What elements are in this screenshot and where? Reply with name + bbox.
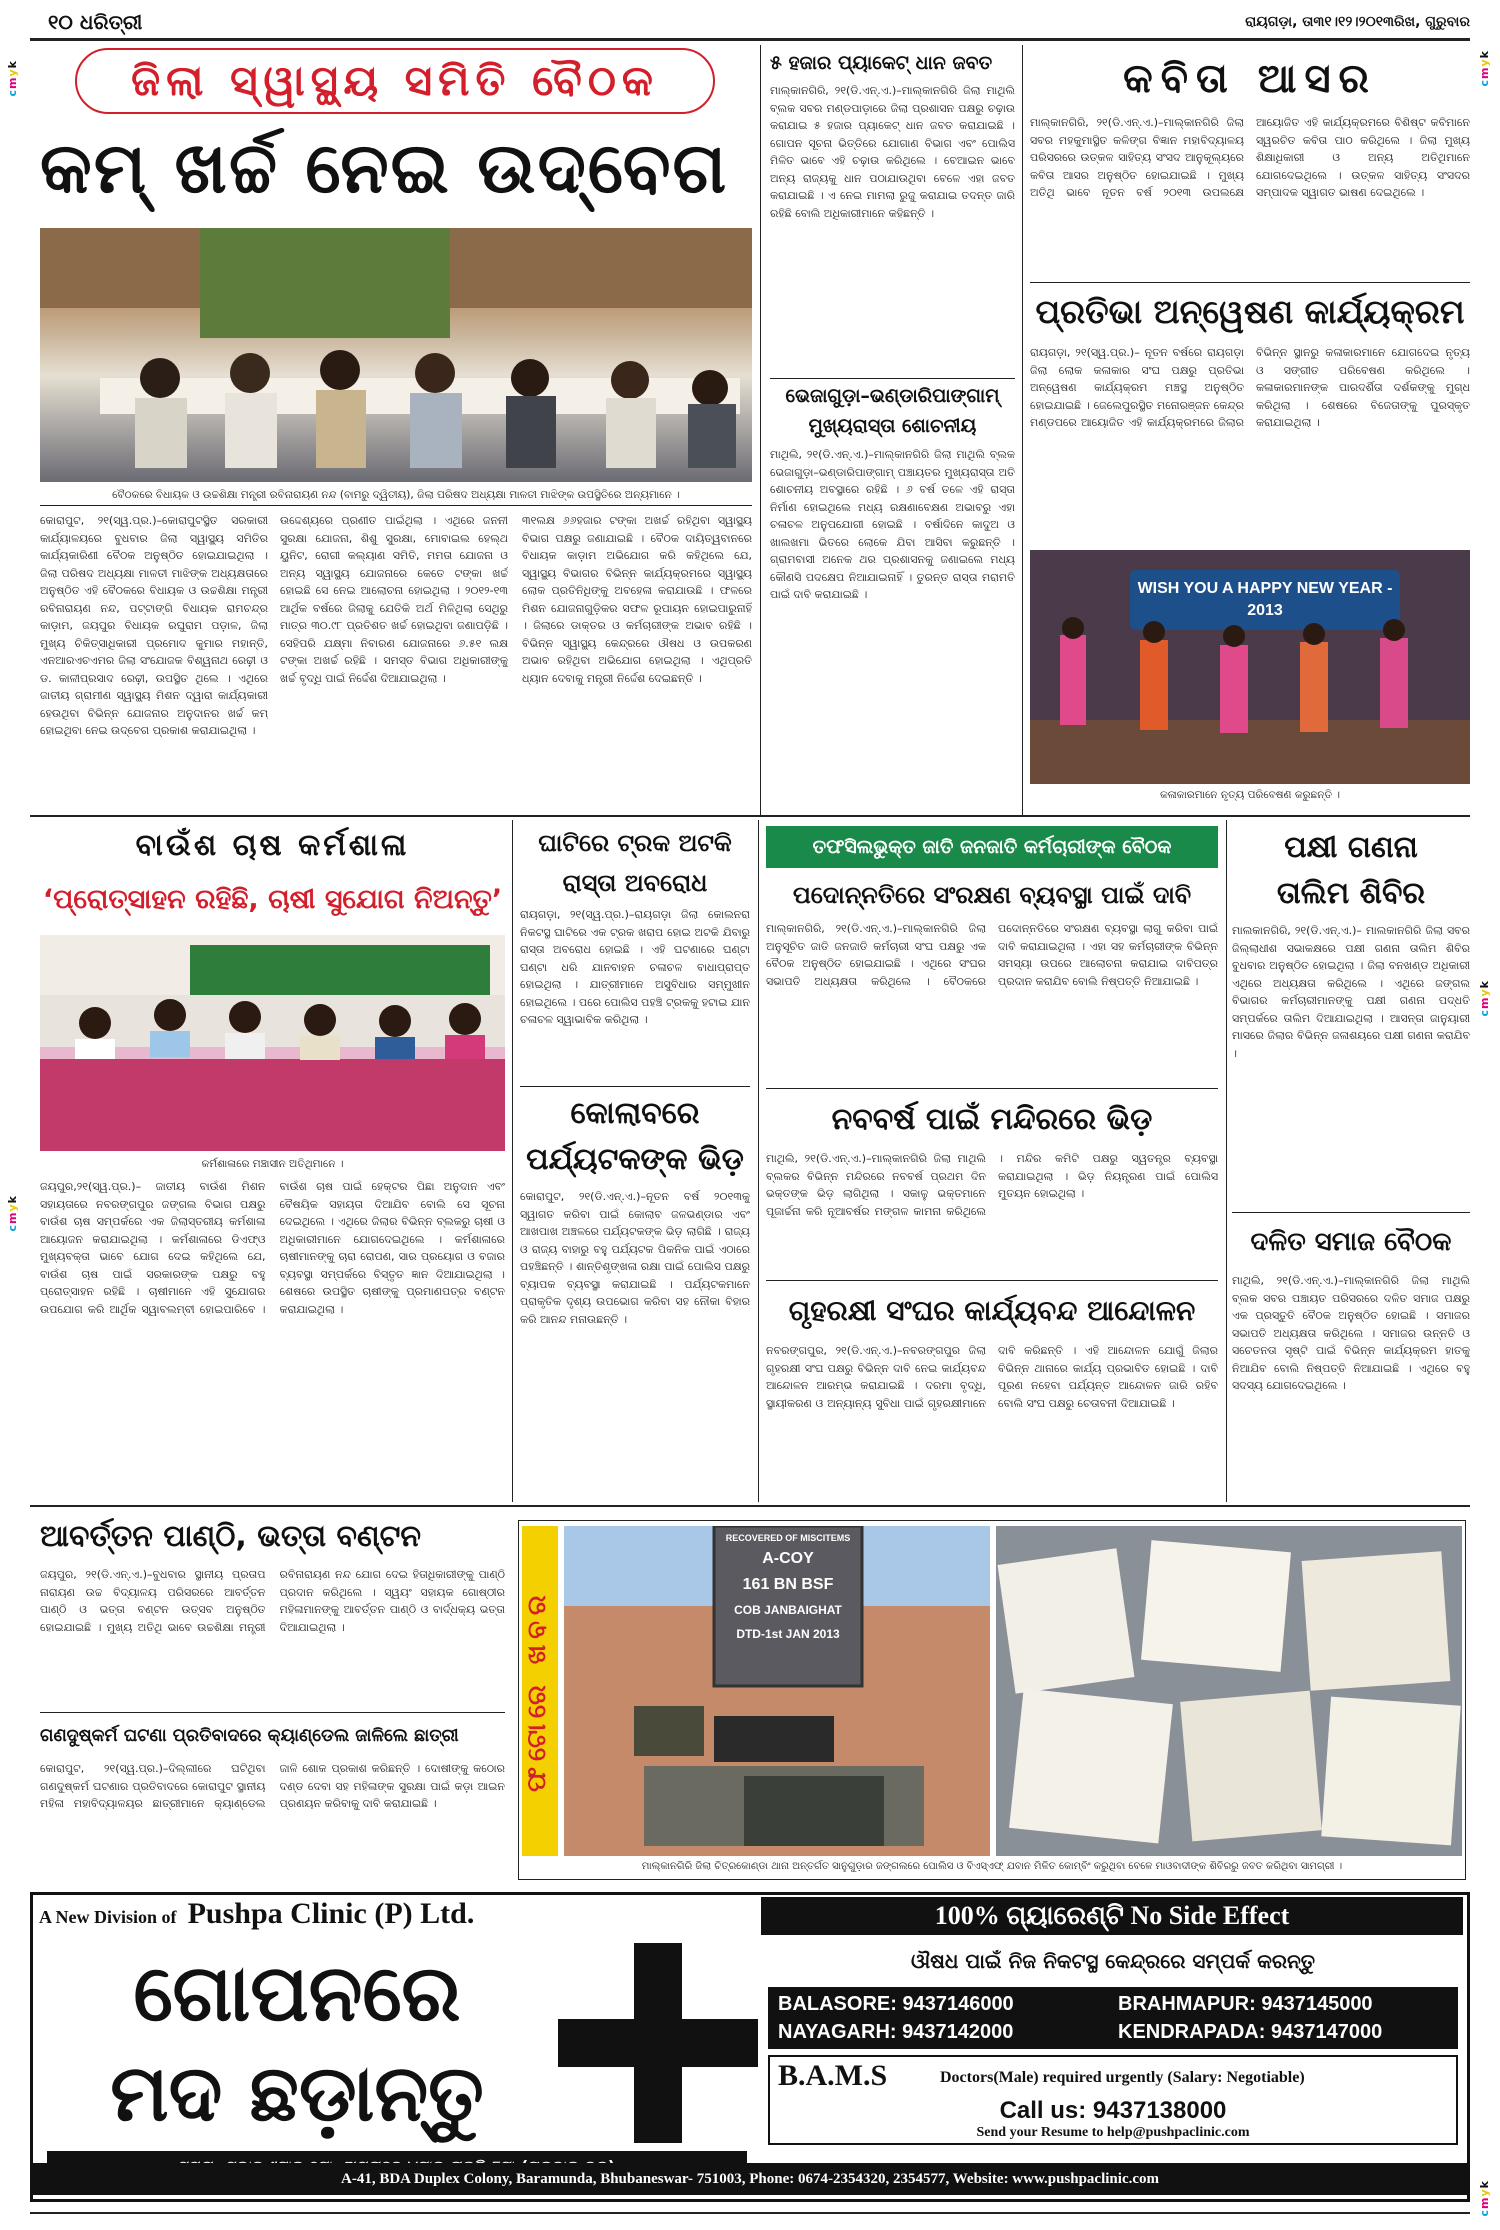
center-city: NAYAGARH: [778,2021,897,2043]
photo-news-right-illustration [996,1526,1462,1856]
center-phone[interactable]: 9437147000 [1270,2021,1383,2043]
lead-body-col1: କୋରାପୁଟ, ୨୧(ସ୍ୱ.ପ୍ର.)–କୋରାପୁଟସ୍ଥିତ ସରକାରୀ କାର୍ଯ୍ୟାଳୟରେ ବୁଧବାର ଜିଲା ସ୍ୱାସ୍ଥ୍ୟ ସମିତିର କାର୍ଯ୍ୟକାରିଣୀ ବୈଠକ ଅନୁଷ୍ଠିତ ହୋଇଯାଇଥିଲା । ଜିଲା ପରିଷଦ ଅଧ୍ୟକ୍ଷା ମାଳତୀ ମାଝିଙ୍କ ଅଧ୍ୟକ୍ଷତାରେ ଅନୁଷ୍ଠିତ ଏହି ବୈଠକରେ ବିଧାୟକ ଓ ଉଚ୍ଚଶିକ୍ଷା ମନ୍ତ୍ରୀ ରବିନାରାୟଣ ନନ୍ଦ, ପଟ୍ଟାଙ୍ଗି ବିଧାୟକ ରାମଚନ୍ଦ୍ର କାଡ଼ାମ, ଜୟପୁର ବିଧାୟକ ରଘୁରାମ ପଡ଼ାଳ, ଜିଲା ମୁଖ୍ୟ ଚିକିତ୍ସାଧିକାରୀ ପ୍ରମୋଦ କୁମାର ମହାନ୍ତି, ଏନଆରଏଚଏମର ଜିଲା ସଂଯୋଜକ ବିଶ୍ୱନାଥ ରେଢ଼ୀ ଓ ଡ. କାଳୀପ୍ରସାଦ ରେଢ଼ୀ, ଉପସ୍ଥିତ ଥିଲେ । ଏଥିରେ ଜାତୀୟ ଗ୍ରାମୀଣ ସ୍ୱାସ୍ଥ୍ୟ ମିଶନ ଦ୍ୱାରା କାର୍ଯ୍ୟକାରୀ ହେଉଥିବା ବିଭିନ୍ନ ଯୋଜନାର ଅନୁଦାନର ଖର୍ଚ୍ଚ କମ୍ ହୋଇଥିବା ନେଇ ଉଦ୍‌ବେଗ ପ୍ରକାଶ କରାଯାଇଥିଲା । [40,514,268,737]
poetry-body: ମାଲ୍କାନଗିରି, ୨୧(ଡି.ଏନ୍.ଏ.)–ମାଲ୍କାନଗିରି ଜିଲା ସବର ମହକୁମାସ୍ଥିତ କଳିଙ୍ଗ ବିଜ୍ଞାନ ମହାବିଦ୍ୟାଳୟ ପରିସରରେ ଉତ୍କଳ ସାହିତ୍ୟ ସଂସଦ ଆନୁକୂଲ୍ୟରେ କବିତା ଆସର ଅନୁଷ୍ଠିତ ହୋଇଯାଇଛି । ମୁଖ୍ୟ ଅତିଥି ଭାବେ ନୂତନ ବର୍ଷ ୨୦୧୩ ଉପଲକ୍ଷେ ଆୟୋଜିତ ଏହି କାର୍ଯ୍ୟକ୍ରମରେ ବିଶିଷ୍ଟ କବିମାନେ ସ୍ୱରଚିତ କବିତା ପାଠ କରିଥିଲେ । ଜିଲା ମୁଖ୍ୟ ଶିକ୍ଷାଧିକାରୀ ଓ ଅନ୍ୟ ଅତିଥିମାନେ ଯୋଗଦେଇଥିଲେ । ଉତ୍କଳ ସାହିତ୍ୟ ସଂସଦର ସମ୍ପାଦକ ସ୍ୱାଗତ ଭାଷଣ ଦେଇଥିଲେ । [1030,116,1470,199]
photo-news-board [714,1530,862,1646]
scst-headline: ପଦୋନ୍ନତିରେ ସଂରକ୍ଷଣ ବ୍ୟବସ୍ଥା ପାଇଁ ଦାବି [792,881,1192,909]
ad-centers [768,1987,1458,2049]
photo-news-label-text: ଫଟୋରେ ଖବର [522,1589,552,1793]
temple-headline: ନବବର୍ଷ ପାଇଁ ମନ୍ଦିରରେ ଭିଡ଼ [831,1102,1153,1137]
talent-photo-banner: WISH YOU A HAPPY NEW YEAR - 2013 [1137,580,1393,619]
photo-news-label [522,1526,558,1856]
bird-headline-2: ତାଲିମ ଶିବିର [1276,876,1426,911]
talent-headline: ପ୍ରତିଭା ଅନ୍ୱେଷଣ କାର୍ଯ୍ୟକ୍ରମ [1035,292,1465,331]
candle-body: କୋରାପୁଟ, ୨୧(ସ୍ୱ.ପ୍ର.)–ଦିଲ୍ଲୀରେ ଘଟିଥିବା ଗଣଦୁଷ୍କର୍ମ ଘଟଣାର ପ୍ରତିବାଦରେ କୋରାପୁଟ ସ୍ଥାନୀୟ ମହିଳା ମହାବିଦ୍ୟାଳୟର ଛାତ୍ରୀମାନେ କ୍ୟାଣ୍ଡେଲ ଜାଳି ଶୋକ ପ୍ରକାଶ କରିଛନ୍ତି । ଦୋଷୀଙ୍କୁ କଠୋର ଦଣ୍ଡ ଦେବା ସହ ମହିଳାଙ୍କ ସୁରକ୍ଷା ପାଇଁ କଡ଼ା ଆଇନ ପ୍ରଣୟନ କରିବାକୁ ଦାବି କରାଯାଇଛି । [40,1762,505,1810]
bamboo-photo [40,935,505,1151]
ad-bams-box [768,2055,1458,2145]
scst-banner [766,826,1218,868]
cmyk-mark-mid-left: cmyk [6,1195,19,1232]
kolab-body: କୋରାପୁଟ, ୨୧(ଡି.ଏନ୍.ଏ.)–ନୂତନ ବର୍ଷ ୨୦୧୩କୁ ସ୍ୱାଗତ କରିବା ପାଇଁ କୋଲାବ ଜଳଭଣ୍ଡାର ଏବଂ ଆଖପାଖ ଅଞ୍ଚଳରେ ପର୍ଯ୍ୟଟକଙ୍କ ଭିଡ଼ ଲାଗିଛି । ରାଜ୍ୟ ଓ ରାଜ୍ୟ ବାହାରୁ ବହୁ ପର୍ଯ୍ୟଟକ ପିକନିକ ପାଇଁ ଏଠାରେ ପହଞ୍ଚିଛନ୍ତି । ଶାନ୍ତିଶୃଙ୍ଖଳା ରକ୍ଷା ପାଇଁ ପୋଲିସ ପକ୍ଷରୁ ବ୍ୟାପକ ବ୍ୟବସ୍ଥା କରାଯାଇଛି । ପର୍ଯ୍ୟଟକମାନେ ପ୍ରାକୃତିକ ଦୃଶ୍ୟ ଉପଭୋଗ କରିବା ସହ ନୌକା ବିହାର କରି ଆନନ୍ଦ ମନାଉଛନ୍ତି । [520,1190,750,1326]
page-header [30,8,1470,38]
kolab-headline-1: କୋଲାବରେ [570,1096,700,1131]
poetry-headline: କବିତା ଆସର [1123,56,1377,102]
ad-call-us[interactable]: Call us: 9437138000 [999,2097,1227,2124]
kolab-headline-2: ପର୍ଯ୍ୟଟକଙ୍କ ଭିଡ଼ [526,1142,744,1177]
center-brahmapur [1118,1989,1373,2019]
paddy-headline: ୫ ହଜାର ପ୍ୟାକେଟ୍ ଧାନ ଜବତ [770,52,993,74]
bamboo-body: ଜୟପୁର,୨୧(ସ୍ୱ.ପ୍ର.)– ଜାତୀୟ ବାଉଁଶ ମିଶନ ସହାୟତାରେ ନବରଙ୍ଗପୁର ଜଙ୍ଗଲ ବିଭାଗ ପକ୍ଷରୁ ବାଉଁଶ ଚାଷ ସମ୍ପର୍କରେ ଏକ ଜିଲାସ୍ତରୀୟ କର୍ମଶାଳା ଆୟୋଜନ କରାଯାଇଥିଲା । କର୍ମଶାଳାରେ ଡିଏଫ୍‌ଓ ମୁଖ୍ୟବକ୍ତା ଭାବେ ଯୋଗ ଦେଇ କହିଥିଲେ ଯେ, ବାଉଁଶ ଚାଷ ପାଇଁ ସରକାରଙ୍କ ପକ୍ଷରୁ ବହୁ ପ୍ରୋତ୍ସାହନ ରହିଛି । ଚାଷୀମାନେ ଏହି ସୁଯୋଗର ଉପଯୋଗ କରି ଆର୍ଥିକ ସ୍ୱାବଲମ୍ବୀ ହୋଇପାରିବେ । ବାଉଁଶ ଚାଷ ପାଇଁ ହେକ୍ଟର ପିଛା ଅନୁଦାନ ଏବଂ ବୈଷୟିକ ସହାୟତା ଦିଆଯିବ ବୋଲି ସେ ସୂଚନା ଦେଇଥିଲେ । ଏଥିରେ ଜିଲାର ବିଭିନ୍ନ ବ୍ଲକରୁ ଚାଷୀ ଓ ଅଧିକାରୀମାନେ ଯୋଗଦେଇଥିଲେ । କର୍ମଶାଳାରେ ଚାଷୀମାନଙ୍କୁ ଚାରା ରୋପଣ, ସାର ପ୍ରୟୋଗ ଓ ବଜାର ବ୍ୟବସ୍ଥା ସମ୍ପର୍କରେ ବିସ୍ତୃତ ଜ୍ଞାନ ଦିଆଯାଇଥିଲା । ଶେଷରେ ଉପସ୍ଥିତ ଚାଷୀଙ୍କୁ ପ୍ରମାଣପତ୍ର ବଣ୍ଟନ କରାଯାଇଥିଲା । [40,1180,505,1316]
ad-guarantee: 100% ଗ୍ୟାରେଣ୍ଟି No Side Effect [761,1897,1463,1935]
truck-headline-1: ଘାଟିରେ ଟ୍ରକ ଅଟକି [538,829,732,857]
ad-big-line1: ଗୋପନରେ [133,1949,461,2039]
talent-photo [1030,550,1470,784]
center-city: BRAHMAPUR: [1118,1993,1256,2015]
bird-headline-1: ପକ୍ଷୀ ଗଣନା [1284,830,1418,865]
road-body: ମାଥିଲି, ୨୧(ଡି.ଏନ୍.ଏ.)–ମାଲ୍କାନଗିରି ଜିଲା ମାଥିଲି ବ୍ଲକ ଭେଜାଗୁଡ଼ା–ଭଣ୍ଡାରିପାଙ୍ଗାମ୍ ପଞ୍ଚାୟତର ମୁଖ୍ୟରାସ୍ତା ଅତି ଶୋଚନୀୟ ଅବସ୍ଥାରେ ରହିଛି । ୬ ବର୍ଷ ତଳେ ଏହି ରାସ୍ତା ନିର୍ମାଣ ହୋଇଥିଲେ ମଧ୍ୟ ରକ୍ଷଣାବେକ୍ଷଣ ଅଭାବରୁ ଏହା ଚଳାଚଳ ଅନୁପଯୋଗୀ ହୋଇଛି । ବର୍ଷାଦିନେ କାଦୁଅ ଓ ଖାଲଖମା ଭିତରେ ଲୋକେ ଯିବା ଆସିବା କରୁଛନ୍ତି । ଗ୍ରାମବାସୀ ଅନେକ ଥର ପ୍ରଶାସନକୁ ଜଣାଇଲେ ମଧ୍ୟ କୌଣସି ପଦକ୍ଷେପ ନିଆଯାଇନାହିଁ । ତୁରନ୍ତ ରାସ୍ତା ମରାମତି ପାଇଁ ଦାବି କରାଯାଇଛି । [770,448,1015,601]
candle-headline: ଗଣଦୁଷ୍କର୍ମ ଘଟଣା ପ୍ରତିବାଦରେ କ୍ୟାଣ୍ଡେଲ ଜାଳିଲେ ଛାତ୍ରୀ [40,1726,459,1746]
board-line-1: RECOVERED OF MISCITEMS [725,1533,851,1543]
lead-banner-text: ଜିଲା ସ୍ୱାସ୍ଥ୍ୟ ସମିତି ବୈଠକ [131,56,659,105]
center-city: BALASORE: [778,1993,897,2015]
bird-body: ମାଲକାନଗିରି, ୨୧(ଡି.ଏନ୍.ଏ.)– ମାଲକାନଗିରି ଜିଲା ସବର ଜିଲ୍ଲାଧୀଶ ସଭାକକ୍ଷରେ ପକ୍ଷୀ ଗଣନା ତାଲିମ ଶିବିର ବୁଧବାର ଅନୁଷ୍ଠିତ ହୋଇଥିଲା । ଜିଲା ବନଖଣ୍ଡ ଅଧିକାରୀ ଏଥିରେ ଅଧ୍ୟକ୍ଷତା କରିଥିଲେ । ଏଥିରେ ଜଙ୍ଗଲ ବିଭାଗର କର୍ମଚାରୀମାନଙ୍କୁ ପକ୍ଷୀ ଗଣନା ପଦ୍ଧତି ସମ୍ପର୍କରେ ତାଲିମ ଦିଆଯାଇଥିଲା । ଆସନ୍ତା ଜାନୁୟାରୀ ମାସରେ ଜିଲାର ବିଭିନ୍ନ ଜଳାଶୟରେ ପକ୍ଷୀ ଗଣନା କରାଯିବ । [1232,924,1470,1060]
ad-contact-line: ଔଷଧ ପାଇଁ ନିଜ ନିକଟସ୍ଥ କେନ୍ଦ୍ରରେ ସମ୍ପର୍କ କରନ୍ତୁ [910,1949,1316,1973]
ad-resume[interactable]: Send your Resume to help@pushpaclinic.com [976,2125,1250,2140]
scst-banner-text: ତଫସିଲଭୁକ୍ତ ଜାତି ଜନଜାତି କର୍ମଚାରୀଙ୍କ ବୈଠକ [812,836,1172,858]
lead-body-col2: ଉଦ୍ଦେଶ୍ୟରେ ପ୍ରଣୀତ ପାଇଁଥିଲା । ଏଥିରେ ଜନନୀ ସୁରକ୍ଷା ଯୋଜନା, ଶିଶୁ ସୁରକ୍ଷା, ମୋବାଇଲ ହେଲ୍‌ଥ ୟୁନିଟ, ରୋଗୀ କଲ୍ୟାଣ ସମିତି, ମମତା ଯୋଜନା ଓ ଅନ୍ୟ ସ୍ୱାସ୍ଥ୍ୟ ଯୋଜନାରେ କେତେ ଟଙ୍କା ଖର୍ଚ୍ଚ ହୋଇଛି ସେ ନେଇ ଆଲୋଚନା ହୋଇଥିଲା । ୨୦୧୨-୧୩ ଆର୍ଥିକ ବର୍ଷରେ ଜିଲାକୁ ଯେତିକି ଅର୍ଥ ମିଳିଥିଲା ସେଥିରୁ ମାତ୍ର ୩୦.୯୮ ପ୍ରତିଶତ ଖର୍ଚ୍ଚ ହୋଇଥିବା ଜଣାପଡ଼ିଛି । ସେହିପରି ଯକ୍ଷ୍ମା ନିବାରଣ ଯୋଜନାରେ ୬.୫୧ ଲକ୍ଷ ଟଙ୍କା ଅଖର୍ଚ୍ଚ ରହିଛି । ସମସ୍ତ ବିଭାଗ ଅଧିକାରୀଙ୍କୁ ଖର୍ଚ୍ଚ ବୃଦ୍ଧି ପାଇଁ ନିର୍ଦ୍ଦେଶ ଦିଆଯାଇଥିଲା । [280,514,508,685]
photo-news-left [564,1526,990,1856]
photo-news-caption: ମାଲ୍କାନଗିରି ଜିଲା ଚିତ୍ରକୋଣ୍ଡା ଥାନା ଅନ୍ତର୍ଗତ ସାନୁଗୁଡ଼ାର ଜଙ୍ଗଲରେ ପୋଲିସ ଓ ବିଏସ୍‌ଏଫ୍ ଯବାନ ମିଳିତ କୋମ୍ବିଂ କରୁଥିବା ବେଳେ ମାଓବାଦୀଙ୍କ ଶିବିରରୁ ଜବତ କରିଥିବା ସାମଗ୍ରୀ । [641,1861,1343,1872]
center-nayagarh [778,2017,1013,2047]
board-line-4: COB JANBAIGHAT [734,1603,842,1617]
center-phone[interactable]: 9437146000 [902,1993,1014,2015]
guard-headline: ଗୃହରକ୍ଷୀ ସଂଘର କାର୍ଯ୍ୟବନ୍ଦ ଆନ୍ଦୋଳନ [788,1294,1196,1327]
center-phone[interactable]: 9437145000 [1261,1993,1373,2015]
ad-panel [30,1892,1470,2202]
center-balasore [778,1989,1014,2019]
ad-brand: Pushpa Clinic (P) Ltd. [187,1897,475,1930]
talent-photo-caption: କଳାକାରମାନେ ନୃତ୍ୟ ପରିବେଷଣ କରୁଛନ୍ତି । [1159,789,1340,801]
center-kendrapada [1118,2017,1382,2047]
road-headline-1: ଭେଜାଗୁଡ଼ା–ଭଣ୍ଡାରିପାଙ୍ଗାମ୍ [785,385,1000,407]
ad-big-line2: ମଦ ଛଡ଼ାନ୍ତୁ [110,2049,484,2139]
lead-headline: କମ୍ ଖର୍ଚ୍ଚ ନେଇ ଉଦ୍‌ବେଗ [40,127,729,209]
truck-body: ରାୟଗଡ଼ା, ୨୧(ସ୍ୱ.ପ୍ର.)–ରାୟଗଡ଼ା ଜିଲା କୋଲନରା ନିକଟସ୍ଥ ଘାଟିରେ ଏକ ଟ୍ରକ ଖରାପ ହୋଇ ଅଟକି ଯିବାରୁ ରାସ୍ତା ଅବରୋଧ ହୋଇଛି । ଏହି ଘଟଣାରେ ଘଣ୍ଟା ଘଣ୍ଟା ଧରି ଯାନବାହନ ଚଳାଚଳ ବାଧାପ୍ରାପ୍ତ ହୋଇଥିଲା । ଯାତ୍ରୀମାନେ ଅସୁବିଧାର ସମ୍ମୁଖୀନ ହୋଇଥିଲେ । ପରେ ପୋଲିସ ପହଞ୍ଚି ଟ୍ରକକୁ ହଟାଇ ଯାନ ଚଳାଚଳ ସ୍ୱାଭାବିକ କରିଥିଲା । [520,908,750,1026]
awareness-body: ଜୟପୁର, ୨୧(ଡି.ଏନ୍.ଏ.)–ବୁଧବାର ସ୍ଥାନୀୟ ପ୍ରତାପ ନାରାୟଣ ଉଚ୍ଚ ବିଦ୍ୟାଳୟ ପରିସରରେ ଆବର୍ତ୍ତନ ପାଣ୍ଠି ଓ ଭତ୍ତା ବଣ୍ଟନ ଉତ୍ସବ ଅନୁଷ୍ଠିତ ହୋଇଯାଇଛି । ମୁଖ୍ୟ ଅତିଥି ଭାବେ ଉଚ୍ଚଶିକ୍ଷା ମନ୍ତ୍ରୀ ରବିନାରାୟଣ ନନ୍ଦ ଯୋଗ ଦେଇ ହିତାଧିକାରୀଙ୍କୁ ପାଣ୍ଠି ପ୍ରଦାନ କରିଥିଲେ । ସ୍ୱୟଂ ସହାୟକ ଗୋଷ୍ଠୀର ମହିଳାମାନଙ୍କୁ ଆବର୍ତ୍ତନ ପାଣ୍ଠି ଓ ବାର୍ଦ୍ଧକ୍ୟ ଭତ୍ତା ଦିଆଯାଇଥିଲା । [40,1568,505,1634]
bamboo-banner: ବାଉଁଶ ଚାଷ କର୍ମଶାଳା [135,828,410,863]
cmyk-mark-right-top: cmyk [1478,50,1491,87]
lead-body-col3: ୩୧ଲକ୍ଷ ୬୬ହଜାର ଟଙ୍କା ଅଖର୍ଚ୍ଚ ରହିଥିବା ସ୍ୱାସ୍ଥ୍ୟ ବିଭାଗ ପକ୍ଷରୁ ଜଣାଯାଇଛି । ବୈଠକ ଦାୟିତ୍ୱବାନରେ ବିଧାୟକ କାଡ଼ାମ ଅଭିଯୋଗ କରି କହିଥିଲେ ଯେ, ସ୍ୱାସ୍ଥ୍ୟ ବିଭାଗର ବିଭିନ୍ନ କାର୍ଯ୍ୟକ୍ରମରେ ସ୍ୱାସ୍ଥ୍ୟ ଲୋକ ପ୍ରତିନିଧିଙ୍କୁ ଅବହେଳା କରାଯାଉଛି । ଫଳରେ ମିଶନ ଯୋଜନାଗୁଡ଼ିକର ସଫଳ ରୂପାୟନ ହୋଇପାରୁନାହିଁ । ଜିଲାରେ ଡାକ୍ତର ଓ କର୍ମଚାରୀଙ୍କ ଅଭାବ ରହିଛି । ବିଭିନ୍ନ ସ୍ୱାସ୍ଥ୍ୟ କେନ୍ଦ୍ରରେ ଔଷଧ ଓ ଉପକରଣ ଅଭାବ ରହିଥିବା ଅଭିଯୋଗ ହୋଇଥିଲା । ଏଥିପ୍ରତି ଧ୍ୟାନ ଦେବାକୁ ମନ୍ତ୍ରୀ ନିର୍ଦ୍ଦେଶ ଦେଇଛନ୍ତି । [522,514,752,685]
cmyk-mark-right-bottom: cmyk [1478,2180,1491,2217]
lead-banner [75,48,715,114]
scst-body: ମାଲ୍କାନଗିରି, ୨୧(ଡି.ଏନ୍.ଏ.)–ମାଲ୍କାନଗିରି ଜିଲା ଅନୁସୂଚିତ ଜାତି ଜନଜାତି କର୍ମଚାରୀ ସଂଘ ପକ୍ଷରୁ ଏକ ବୈଠକ ଅନୁଷ୍ଠିତ ହୋଇଯାଇଛି । ଏଥିରେ ସଂଘର ସଭାପତି ଅଧ୍ୟକ୍ଷତା କରିଥିଲେ । ବୈଠକରେ ପଦୋନ୍ନତିରେ ସଂରକ୍ଷଣ ବ୍ୟବସ୍ଥା ଲାଗୁ କରିବା ପାଇଁ ଦାବି କରାଯାଇଥିଲା । ଏହା ସହ କର୍ମଚାରୀଙ୍କ ବିଭିନ୍ନ ସମସ୍ୟା ଉପରେ ଆଲୋଚନା କରାଯାଇ ଦାବିପତ୍ର ପ୍ରଦାନ କରାଯିବ ବୋଲି ନିଷ୍ପତ୍ତି ନିଆଯାଇଛି । [766,922,1218,988]
cmyk-mark-right-mid: cmyk [1478,980,1491,1017]
center-phone[interactable]: 9437142000 [902,2021,1014,2043]
board-line-3: 161 BN BSF [742,1576,834,1593]
center-city: KENDRAPADA: [1118,2021,1266,2043]
bamboo-headline: ‘ପ୍ରୋତ୍ସାହନ ରହିଛି, ଚାଷୀ ସୁଯୋଗ ନିଅନ୍ତୁ’ [42,884,503,915]
dateline: ରାୟଗଡ଼ା, ତା୩୧।୧୨।୨୦୧୩ରିଖ, ଗୁରୁବାର [1245,14,1470,30]
cmyk-mark-top-left: cmyk [6,60,19,97]
awareness-headline: ଆବର୍ତ୍ତନ ପାଣ୍ଠି, ଭତ୍ତା ବଣ୍ଟନ [40,1519,422,1554]
page-number: ୧୦ ଧରିତ୍ରୀ [48,10,143,34]
talent-body: ରାୟଗଡ଼ା, ୨୧(ସ୍ୱ.ପ୍ର.)– ନୂତନ ବର୍ଷରେ ରାୟଗଡ଼ା ଜିଲା ଲୋକ କଳାକାର ସଂଘ ପକ୍ଷରୁ ପ୍ରତିଭା ଅନ୍ୱେଷଣ କାର୍ଯ୍ୟକ୍ରମ ମଞ୍ଚସ୍ଥ ଅନୁଷ୍ଠିତ ହୋଇଯାଇଛି । ଜେଲେପୁରସ୍ଥିତ ମନୋରଞ୍ଜନ କେନ୍ଦ୍ର ମଣ୍ଡପରେ ଆୟୋଜିତ ଏହି କାର୍ଯ୍ୟକ୍ରମରେ ଜିଲାର ବିଭିନ୍ନ ସ୍ଥାନରୁ କଳାକାରମାନେ ଯୋଗଦେଇ ନୃତ୍ୟ ଓ ସଙ୍ଗୀତ ପରିବେଷଣ କରିଥିଲେ । କଳାକାରମାନଙ୍କ ପାରଦର୍ଶିତା ଦର୍ଶକଙ୍କୁ ମୁଗ୍ଧ କରିଥିଲା । ଶେଷରେ ବିଜେତାଙ୍କୁ ପୁରସ୍କୃତ କରାଯାଇଥିଲା । [1030,346,1470,429]
board-line-5: DTD-1st JAN 2013 [736,1627,840,1641]
ad-division-prefix: A New Division of [39,1907,177,1927]
ad-bams-note: Doctors(Male) required urgently (Salary: Negotiable) [940,2069,1305,2086]
lead-photo-caption: ବୈଠକରେ ବିଧାୟକ ଓ ଉଚ୍ଚଶିକ୍ଷା ମନ୍ତ୍ରୀ ରବିନାରାୟଣ ନନ୍ଦ (ବାମରୁ ଦ୍ୱିତୀୟ), ଜିଲା ପରିଷଦ ଅଧ୍ୟକ୍ଷା ମାଳତୀ ମାଝିଙ୍କ ଉପସ୍ଥିତିରେ ଅନ୍ୟମାନେ । [112,489,680,501]
ad-bams: B.A.M.S [778,2059,888,2092]
ad-top-left [39,1897,759,1935]
bamboo-photo-caption: କର୍ମଶାଳାରେ ମଞ୍ଚାସୀନ ଅତିଥିମାନେ । [201,1158,344,1170]
photo-news-right [996,1526,1462,1856]
ad-address: A-41, BDA Duplex Colony, Baramunda, Bhubaneswar- 751003, Phone: 0674-2354320, 2354577, Website: www.pushpaclinic.com [33,2163,1467,2195]
temple-body: ମାଥିଲି, ୨୧(ଡି.ଏନ୍.ଏ.)–ମାଲ୍କାନଗିରି ଜିଲା ମାଥିଲି ବ୍ଲକର ବିଭିନ୍ନ ମନ୍ଦିରରେ ନବବର୍ଷ ପ୍ରଥମ ଦିନ ଭକ୍ତଙ୍କ ଭିଡ଼ ଲାଗିଥିଲା । ସକାଳୁ ଭକ୍ତମାନେ ପୂଜାର୍ଚ୍ଚନା କରି ନୂଆବର୍ଷର ମଙ୍ଗଳ କାମନା କରିଥିଲେ । ମନ୍ଦିର କମିଟି ପକ୍ଷରୁ ସ୍ୱତନ୍ତ୍ର ବ୍ୟବସ୍ଥା କରାଯାଇଥିଲା । ଭିଡ଼ ନିୟନ୍ତ୍ରଣ ପାଇଁ ପୋଲିସ ମୁତୟନ ହୋଇଥିଲା । [766,1152,1218,1218]
dalit-body: ମାଥିଲି, ୨୧(ଡି.ଏନ୍.ଏ.)–ମାଲ୍କାନଗିରି ଜିଲା ମାଥିଲି ବ୍ଲକ ସବର ପଞ୍ଚାୟତ ପରିସରରେ ଦଳିତ ସମାଜ ପକ୍ଷରୁ ଏକ ପ୍ରସ୍ତୁତି ବୈଠକ ଅନୁଷ୍ଠିତ ହୋଇଛି । ସମାଜର ସଭାପତି ଅଧ୍ୟକ୍ଷତା କରିଥିଲେ । ସମାଜର ଉନ୍ନତି ଓ ସଚେତନତା ସୃଷ୍ଟି ପାଇଁ ବିଭିନ୍ନ କାର୍ଯ୍ୟକ୍ରମ ହାତକୁ ନିଆଯିବ ବୋଲି ନିଷ୍ପତ୍ତି ନିଆଯାଇଛି । ଏଥିରେ ବହୁ ସଦସ୍ୟ ଯୋଗଦେଇଥିଲେ । [1232,1274,1470,1392]
paddy-body: ମାଲ୍କାନଗିରି, ୨୧(ଡି.ଏନ୍.ଏ.)–ମାଲ୍କାନଗିରି ଜିଲା ମାଥିଲି ବ୍ଲକ ସବର ମଣ୍ଡପାଡ଼ାରେ ଜିଲା ପ୍ରଶାସନ ପକ୍ଷରୁ ଚଢ଼ାଉ କରାଯାଇ ୫ ହଜାର ପ୍ୟାକେଟ୍ ଧାନ ଜବତ କରାଯାଇଛି । ଗୋପନ ସୂଚନା ଭିତ୍ତିରେ ଯୋଗାଣ ବିଭାଗ ଏବଂ ପୋଲିସ ମିଳିତ ଭାବେ ଏହି ଚଢ଼ାଉ କରିଥିଲେ । ବେଆଇନ ଭାବେ ଅନ୍ୟ ରାଜ୍ୟକୁ ଧାନ ପଠାଯାଉଥିବା ବେଳେ ଏହା ଜବତ କରାଯାଇଛି । ଏ ନେଇ ମାମଲା ରୁଜୁ କରାଯାଇ ତଦନ୍ତ ଜାରି ରହିଛି ବୋଲି ଅଧିକାରୀମାନେ କହିଛନ୍ତି । [770,84,1015,220]
lead-photo [40,228,752,482]
road-headline-2: ମୁଖ୍ୟରାସ୍ତା ଶୋଚନୀୟ [808,415,977,437]
dalit-headline: ଦଳିତ ସମାଜ ବୈଠକ [1250,1227,1452,1257]
board-line-2: A-COY [762,1550,814,1567]
guard-body: ନବରଙ୍ଗପୁର, ୨୧(ଡି.ଏନ୍.ଏ.)–ନବରଙ୍ଗପୁର ଜିଲା ଗୃହରକ୍ଷୀ ସଂଘ ପକ୍ଷରୁ ବିଭିନ୍ନ ଦାବି ନେଇ କାର୍ଯ୍ୟବନ୍ଦ ଆନ୍ଦୋଳନ ଆରମ୍ଭ କରାଯାଇଛି । ଦରମା ବୃଦ୍ଧି, ସ୍ଥାୟୀକରଣ ଓ ଅନ୍ୟାନ୍ୟ ସୁବିଧା ପାଇଁ ଗୃହରକ୍ଷୀମାନେ ଦାବି କରିଛନ୍ତି । ଏହି ଆନ୍ଦୋଳନ ଯୋଗୁଁ ଜିଲାର ବିଭିନ୍ନ ଥାନାରେ କାର୍ଯ୍ୟ ପ୍ରଭାବିତ ହୋଇଛି । ଦାବି ପୂରଣ ନହେବା ପର୍ଯ୍ୟନ୍ତ ଆନ୍ଦୋଳନ ଜାରି ରହିବ ବୋଲି ସଂଘ ପକ୍ଷରୁ ଚେତାବନୀ ଦିଆଯାଇଛି । [766,1344,1218,1410]
lead-photo-illustration [40,228,752,482]
bamboo-photo-illustration [40,935,505,1151]
ad-cross [558,1943,758,2143]
truck-headline-2: ରାସ୍ତା ଅବରୋଧ [562,869,708,897]
